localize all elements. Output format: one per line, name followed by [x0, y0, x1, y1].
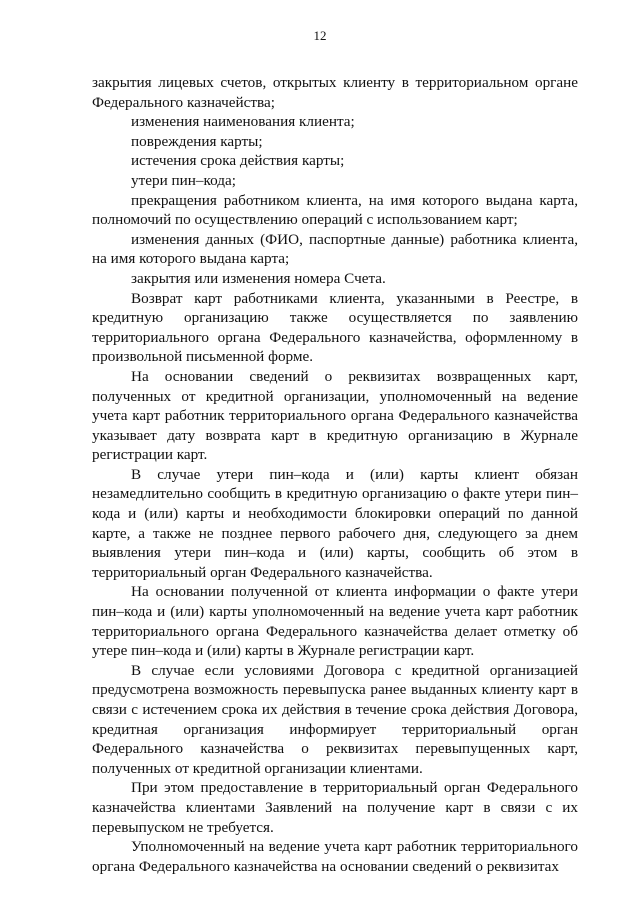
- paragraph: повреждения карты;: [131, 132, 263, 150]
- document-body: [92, 73, 578, 876]
- paragraph: изменения данных (ФИО, паспортные данные) работника клиента, на имя которого выдана карта;: [92, 230, 578, 268]
- paragraph: На основании сведений о реквизитах возвращенных карт, полученных от кредитной организации, уполномоченный на ведение учета карт работник территориального органа Федерального казначейства указывает дату возврата карт в кредитную организацию в Журнале регистрации карт.: [92, 367, 578, 464]
- paragraph: прекращения работником клиента, на имя которого выдана карта, полномочий по осуществлению операций с использованием карт;: [92, 191, 578, 229]
- paragraph: В случае утери пин–кода и (или) карты клиент обязан незамедлительно сообщить в кредитную организацию о факте утери пин–кода и (или) карты и необходимости блокировки операций по данной карте, а также не позднее первого рабочего дня, следующего за днем выявления утери пин–кода и (или) карты, сообщить об этом в территориальный орган Федерального казначейства.: [92, 465, 578, 581]
- paragraph: Уполномоченный на ведение учета карт работник территориального органа Федерального казначейства на основании сведений о реквизитах: [92, 838, 578, 875]
- paragraph: изменения наименования клиента;: [131, 113, 355, 131]
- paragraph: закрытия лицевых счетов, открытых клиенту в территориальном органе Федерального казначейства;: [92, 74, 578, 111]
- paragraph: Возврат карт работниками клиента, указанными в Реестре, в кредитную организацию также осуществляется по заявлению территориального органа Федерального казначейства, оформленному в произвольной письменной форме.: [92, 289, 578, 366]
- paragraph: В случае если условиями Договора с кредитной организацией предусмотрена возможность перевыпуска ранее выданных клиенту карт в связи с истечением срока их действия в течение срока действия Договора, кредитная организация информирует территориальный орган Федерального казначейства о реквизитах перевыпущенных карт, полученных от кредитной организации клиентами.: [92, 661, 578, 777]
- paragraph: На основании полученной от клиента информации о факте утери пин–кода и (или) карты уполномоченный на ведение учета карт работник территориального органа Федерального казначейства делает отметку об утере пин–кода и (или) карты в Журнале регистрации карт.: [92, 583, 578, 660]
- paragraph: закрытия или изменения номера Счета.: [131, 269, 386, 287]
- paragraph: При этом предоставление в территориальный орган Федерального казначейства клиентами Заявлений на получение карт в связи с их перевыпуском не требуется.: [92, 779, 578, 836]
- paragraph: истечения срока действия карты;: [131, 152, 345, 170]
- page-number: 12: [313, 28, 327, 43]
- paragraph: утери пин–кода;: [131, 171, 236, 189]
